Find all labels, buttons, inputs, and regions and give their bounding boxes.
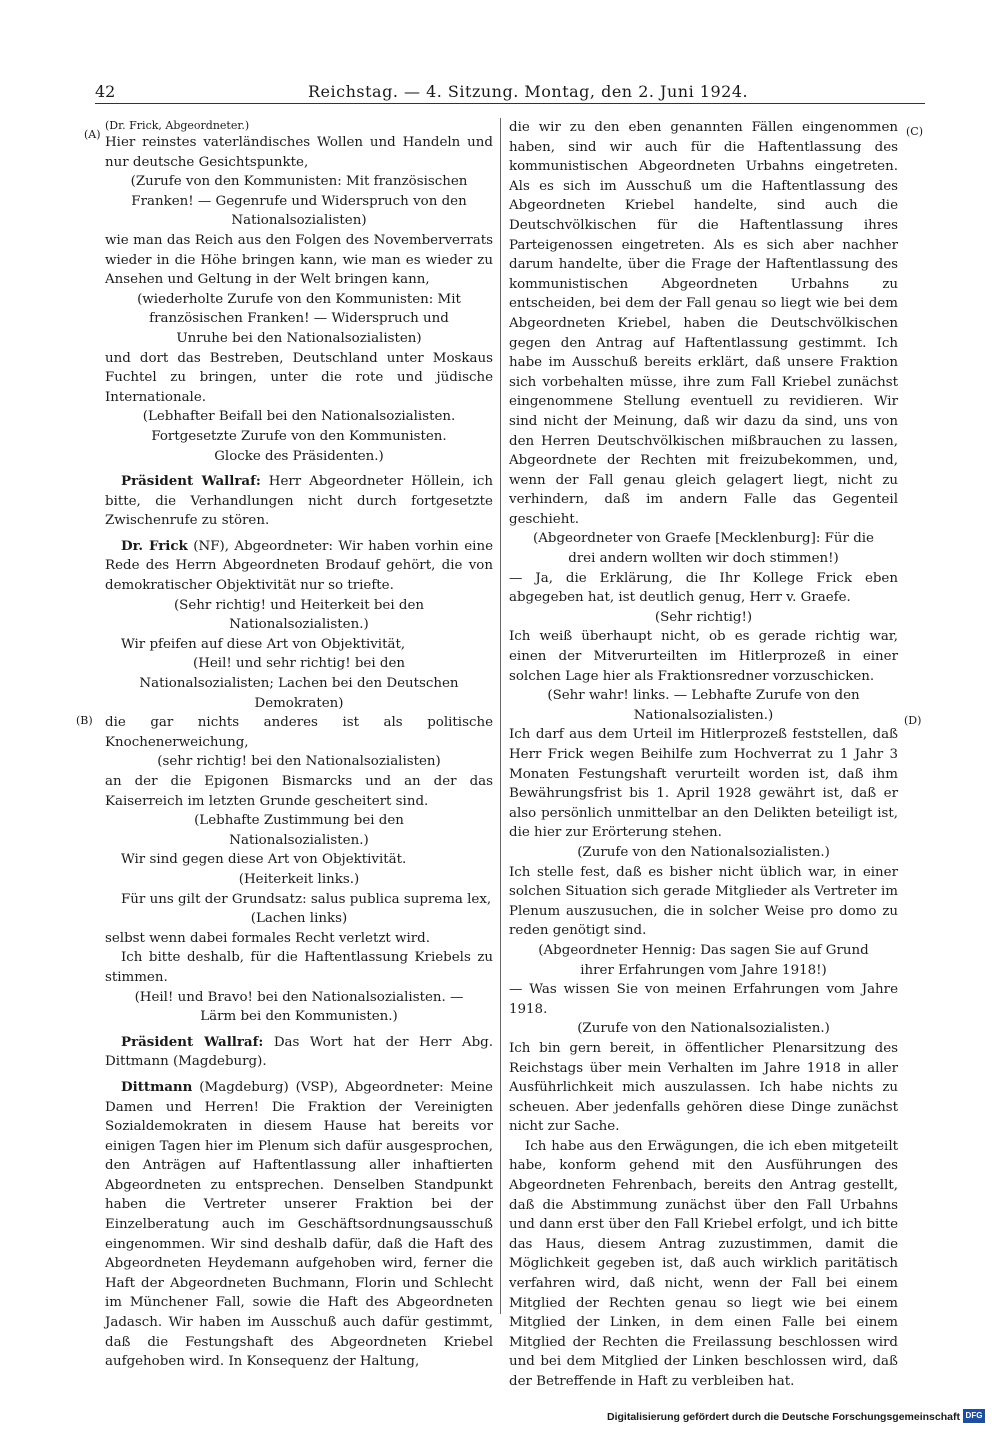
interjection: (sehr richtig! bei den Nationalsozialisten) (157, 754, 441, 770)
paragraph: Wir pfeifen auf diese Art von Objektivität, (121, 636, 406, 652)
digitization-credit: Digitalisierung gefördert durch die Deutsche Forschungsgemeinschaft (607, 1411, 960, 1423)
margin-mark-a: (A) (84, 128, 101, 141)
speech-paragraph (105, 537, 493, 596)
interjection: (Sehr wahr! links. — Lebhafte Zurufe von den Nationalsozialisten.) (547, 688, 860, 723)
interjection: (Sehr richtig!) (654, 609, 753, 625)
paragraph: Ich habe aus den Erwägungen, die ich eben mitgeteilt habe, konform gehend mit den Ausführungen des Abgeordneten Fehrenbach, bereits den Antrag gestellt, daß die Abstimmung zunächst über den Fall Urbahns und dann erst über den Fall Kriebel erfolgt, und ich bitte das Haus, diesem Antrag zuzustimmen, damit die Möglichkeit gegeben ist, daß auch wirklich paritätisch verfahren wird, daß nicht, wenn der Fall bei einem Mitglied der Rechten genau so liegt wie bei einem Mitglied der Linken, in dem einen Falle bei einem Mitglied der Rechten die Freilassung beschlossen wird und bei dem Mitglied der Linken beschlossen wird, daß der Betreffende in Haft zu verbleiben hat. (509, 1138, 898, 1389)
speaker-role-line: (Dr. Frick, Abgeordneter.) (105, 119, 250, 132)
header-rule (95, 103, 925, 104)
paragraph: Wir sind gegen diese Art von Objektivität. (121, 852, 407, 868)
speaker-name: Präsident Wallraf: (121, 1033, 264, 1050)
paragraph: — Ja, die Erklärung, die Ihr Kollege Frick eben abgegeben hat, ist deutlich genug, Herr v. Graefe. (509, 570, 898, 606)
speech-text: (NF), Abgeordneter: Wir haben vorhin eine Rede des Herrn Abgeordneten Brodauf gehört, die von demokratischer Objektivität nur so triefte. (105, 538, 494, 594)
speech-text: Herr Abgeordneter Höllein, ich bitte, die Verhandlungen nicht durch fortgesetzte Zwischenrufe zu stören. (105, 474, 493, 529)
interjection: (Lachen links) (250, 911, 348, 927)
paragraph: Hier reinstes vaterländisches Wollen und Handeln und nur deutsche Gesichtspunkte, (105, 135, 493, 170)
paragraph: Ich bitte deshalb, für die Haftentlassung Kriebels zu stimmen. (105, 950, 493, 985)
paragraph: selbst wenn dabei formales Recht verletzt wird. (105, 930, 430, 946)
page-number: 42 (95, 82, 116, 101)
interjection: (Zurufe von den Nationalsozialisten.) (577, 844, 830, 860)
speech-paragraph (105, 1078, 493, 1372)
interjection: (Abgeordneter Hennig: Das sagen Sie auf Grund ihrer Erfahrungen vom Jahre 1918!) (538, 942, 869, 978)
paragraph: und dort das Bestreben, Deutschland unter Moskaus Fuchtel zu bringen, unter die rote und jüdische Internationale. (105, 350, 493, 405)
paragraph: Ich stelle fest, daß es bisher nicht üblich war, in einer solchen Situation sich gerade Mitglieder als Vertreter im Plenum auszusuchen, die in solcher Weise pro domo zu reden genötigt sind. (509, 864, 898, 939)
interjection: (wiederholte Zurufe von den Kommunisten: Mit französischen Franken! — Widerspruch und Unruhe bei den Nationalsozialisten) (137, 291, 461, 346)
left-column (105, 118, 493, 1372)
margin-mark-d: (D) (904, 714, 922, 727)
paragraph: die wir zu den eben genannten Fällen eingenommen haben, sind wir auch für die Haftentlassung des kommunistischen Abgeordneten Urbahns eingetreten. Als es sich im Ausschuß um die Haftentlassung des Abgeordneten Kriebel handelte, sind auch die Deutschvölkischen für die Haftentlassung ihres Parteigenossen eingetreten. Als es sich aber nachher darum handelte, über die Frage der Haftentlassung des kommunistischen Abgeordneten Urbahns zu entscheiden, bei dem der Fall genau so liegt wie bei dem Abgeordneten Kriebel, haben die Deutschvölkischen gegen den Antrag auf Haftentlassung gestimmt. Ich habe im Ausschuß bereits erklärt, daß unsere Fraktion sich vorbehalten müsse, ihre zum Fall Kriebel zunächst eingenommene Stellung eventuell zu revidieren. Wir sind nicht der Meinung, daß wir dazu da sind, uns von den Herren Deutschvölkischen mißbrauchen zu lassen, Abgeordnete der Rechten mit freizubekommen, und, wenn der Fall genau gleich gelagert liegt, nicht zu verhindern, daß im andern Falle das Gegenteil geschieht. (509, 120, 898, 527)
paragraph: Ich weiß überhaupt nicht, ob es gerade richtig war, einen der Mitverurteilten im Hitlerprozeß in einer solchen Lage hier als Fraktionsredner vorzuschicken. (509, 629, 898, 684)
paragraph: Für uns gilt der Grundsatz: salus publica suprema lex, (121, 891, 492, 907)
speaker-name: Dittmann (121, 1078, 193, 1095)
right-column (509, 118, 898, 1392)
speech-text: (Magdeburg) (VSP), Abgeordneter: Meine Damen und Herren! Die Fraktion der Vereinigten Sozialdemokraten in diesem Hause hat bereits vor einigen Tagen hier im Plenum sich dafür ausgesprochen, den Anträgen auf Haftentlassung aller inhaftierten Abgeordneten zu entsprechen. Denselben Standpunkt haben die Vertreter unserer Fraktion bei der Einzelberatung auch im Geschäftsordnungsausschuß eingenommen. Wir sind deshalb dafür, daß die Haft des Abgeordneten Heydemann aufgehoben wird, ferner die Haft der Abgeordneten Buchmann, Florin und Schlecht im Münchener Fall, sowie die Haft des Abgeordneten Jadasch. Wir haben im Ausschuß auch dafür gestimmt, daß die Festungshaft des Abgeordneten Kriebel aufgehoben wird. In Konsequenz der Haltung, (105, 1079, 493, 1370)
interjection: (Zurufe von den Kommunisten: Mit französischen Franken! — Gegenrufe und Widerspruch von den Nationalsozialisten) (130, 174, 468, 229)
interjection: (Sehr richtig! und Heiterkeit bei den Nationalsozialisten.) (173, 597, 425, 633)
running-head: Reichstag. — 4. Sitzung. Montag, den 2. Juni 1924. (308, 82, 749, 101)
interjection: (Lebhafte Zustimmung bei den Nationalsozialisten.) (194, 813, 404, 848)
interjection: (Lebhafter Beifall bei den Nationalsozialisten. Fortgesetzte Zurufe von den Kommunisten. Glocke des Präsidenten.) (142, 409, 456, 464)
speaker-name: Dr. Frick (121, 537, 188, 554)
paragraph: Ich bin gern bereit, in öffentlicher Plenarsitzung des Reichstags über mein Verhalten im Jahre 1918 in aller Ausführlichkeit mich auszulassen. Ich habe nichts zu scheuen. Aber jedenfalls gehören diese Dinge zunächst nicht zur Sache. (509, 1040, 898, 1135)
paragraph: die gar nichts anderes ist als politische Knochenerweichung, (105, 715, 493, 750)
paragraph: an der die Epigonen Bismarcks und an der das Kaiserreich im letzten Grunde gescheitert sind. (105, 774, 493, 809)
paragraph: wie man das Reich aus den Folgen des Novemberverrats wieder in die Höhe bringen kann, wie man es wieder zu Ansehen und Geltung in der Welt bringen kann, (105, 232, 493, 288)
interjection: (Heil! und sehr richtig! bei den Nationalsozialisten; Lachen bei den Deutschen Demokraten) (139, 656, 459, 711)
interjection: (Zurufe von den Nationalsozialisten.) (577, 1021, 830, 1037)
column-divider (500, 118, 501, 1314)
paragraph: Ich darf aus dem Urteil im Hitlerprozeß feststellen, daß Herr Frick wegen Beihilfe zum Hochverrat zu 1 Jahr 3 Monaten Festungshaft verurteilt worden ist, daß ihm Bewährungsfrist bis 1. April 1928 gewährt ist, daß er also persönlich unmittelbar an den Delikten beteiligt ist, die hier zur Erörterung stehen. (509, 727, 898, 841)
paragraph: — Was wissen Sie von meinen Erfahrungen vom Jahre 1918. (509, 982, 898, 1017)
speech-paragraph (105, 1033, 493, 1072)
interjection: (Heil! und Bravo! bei den Nationalsozialisten. — Lärm bei den Kommunisten.) (134, 989, 464, 1025)
speech-text: Das Wort hat der Herr Abg. Dittmann (Magdeburg). (105, 1034, 493, 1070)
interjection: (Abgeordneter von Graefe [Mecklenburg]: Für die drei andern wollten wir doch stimmen!) (533, 531, 874, 567)
margin-mark-b: (B) (76, 714, 93, 727)
dfg-logo: DFG (963, 1409, 985, 1423)
speech-paragraph (105, 472, 493, 531)
speaker-name: Präsident Wallraf: (121, 473, 261, 490)
interjection: (Heiterkeit links.) (238, 871, 360, 887)
margin-mark-c: (C) (906, 125, 923, 138)
